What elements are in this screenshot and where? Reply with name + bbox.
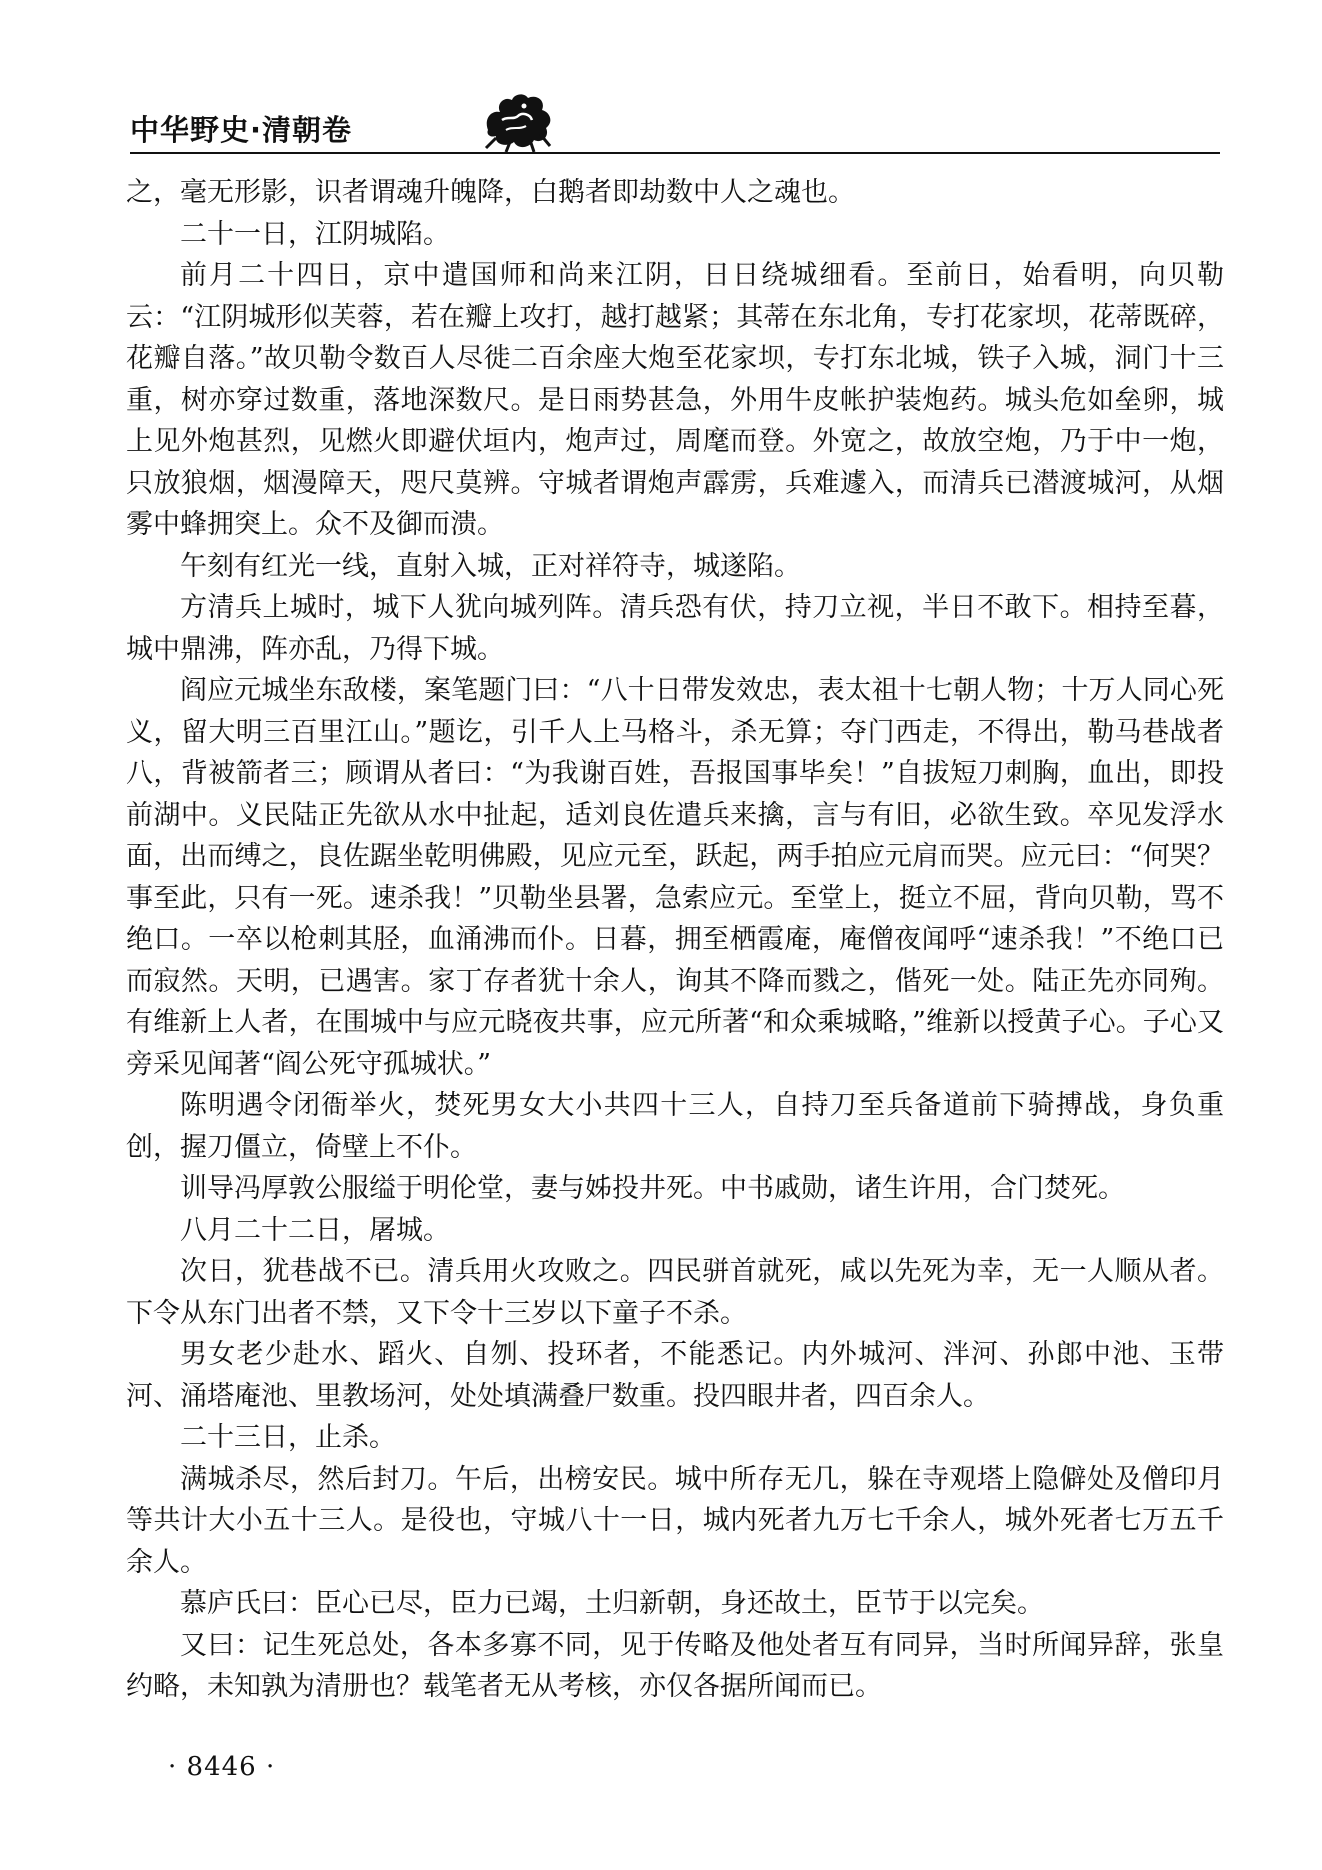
paragraph: 八月二十二日，屠城。 xyxy=(180,1214,450,1246)
page-header xyxy=(130,108,1220,168)
paragraph: 二十一日，江阴城陷。 xyxy=(180,218,450,250)
paragraph: 午刻有红光一线，直射入城，正对祥符寺，城遂陷。 xyxy=(180,550,801,582)
paragraph: 满城杀尽，然后封刀。午后，出榜安民。城中所存无几，躲在寺观塔上隐僻处及僧印月等共计大小五十三人。是役也，守城八十一日，城内死者九万七千余人，城外死者七万五千余人。 xyxy=(126,1463,1224,1578)
paragraph: 之，毫无形影，识者谓魂升魄降，白鹅者即劫数中人之魂也。 xyxy=(126,177,855,208)
paragraph: 慕庐氏曰：臣心已尽，臣力已竭，土归新朝，身还故土，臣节于以完矣。 xyxy=(180,1588,1044,1619)
dragon-ornament-icon xyxy=(480,90,556,152)
paragraph: 前月二十四日，京中遣国师和尚来江阴，日日绕城细看。至前日，始看明，向贝勒云：“江阴城形似芙蓉，若在瓣上攻打，越打越紧；其蒂在东北角，专打花家坝，花蒂既碎，花瓣自落。”故贝勒令数百人尽徙二百余座大炮至花家坝，专打东北城，铁子入城，洞门十三重，树亦穿过数重，落地深数尺。是日雨势甚急，外用牛皮帐护装炮药。城头危如垒卵，城上见外炮甚烈，见燃火即避伏垣内，炮声过，周麾而登。外宽之，故放空炮，乃于中一炮，只放狼烟，烟漫障天，咫尺莫辨。守城者谓炮声霹雳，兵难遽入，而清兵已潜渡城河，从烟雾中蜂拥突上。众不及御而溃。 xyxy=(126,260,1224,540)
paragraph: 男女老少赴水、蹈火、自刎、投环者，不能悉记。内外城河、泮河、孙郎中池、玉带河、涌塔庵池、里教场河，处处填满叠尸数重。投四眼井者，四百余人。 xyxy=(126,1339,1224,1412)
paragraph: 又曰：记生死总处，各本多寡不同，见于传略及他处者互有同异，当时所闻异辞，张皇约略，未知孰为清册也？载笔者无从考核，亦仅各据所闻而已。 xyxy=(126,1629,1224,1702)
book-title: 中华野史·清朝卷 xyxy=(130,113,353,147)
paragraph: 阎应元城坐东敌楼，案笔题门曰：“八十日带发效忠，表太祖十七朝人物；十万人同心死义，留大明三百里江山。”题讫，引千人上马格斗，杀无算；夺门西走，不得出，勒马巷战者八，背被箭者三；顾谓从者曰：“为我谢百姓，吾报国事毕矣！”自拔短刀刺胸，血出，即投前湖中。义民陆正先欲从水中扯起，适刘良佐遣兵来擒，言与有旧，必欲生致。卒见发浮水面，出而缚之，良佐踞坐乾明佛殿，见应元至，跃起，两手拍应元肩而哭。应元曰：“何哭？事至此，只有一死。速杀我！”贝勒坐县署，急索应元。至堂上，挺立不屈，背向贝勒，骂不绝口。一卒以枪刺其胫，血涌沸而仆。日暮，拥至栖霞庵，庵僧夜闻呼“速杀我！”不绝口已而寂然。天明，已遇害。家丁存者犹十余人，询其不降而戮之，偕死一处。陆正先亦同殉。有维新上人者，在围城中与应元晓夜共事，应元所著“和众乘城略，”维新以授黄子心。子心又旁采见闻著“阎公死守孤城状。” xyxy=(126,675,1224,1080)
page-number: · 8446 · xyxy=(168,1752,276,1782)
paragraph: 陈明遇令闭衙举火，焚死男女大小共四十三人，自持刀至兵备道前下骑搏战，身负重创，握刀僵立，倚壁上不仆。 xyxy=(126,1090,1224,1163)
paragraph: 次日，犹巷战不已。清兵用火攻败之。四民骈首就死，咸以先死为幸，无一人顺从者。下令从东门出者不禁，又下令十三岁以下童子不杀。 xyxy=(126,1256,1224,1329)
paragraph: 方清兵上城时，城下人犹向城列阵。清兵恐有伏，持刀立视，半日不敢下。相持至暮，城中鼎沸，阵亦乱，乃得下城。 xyxy=(126,592,1224,665)
paragraph: 训导冯厚敦公服缢于明伦堂，妻与姊投井死。中书戚勋，诸生许用，合门焚死。 xyxy=(180,1173,1125,1204)
body-text xyxy=(126,172,1224,1708)
paragraph: 二十三日，止杀。 xyxy=(180,1422,396,1453)
header-rule xyxy=(130,152,1220,154)
